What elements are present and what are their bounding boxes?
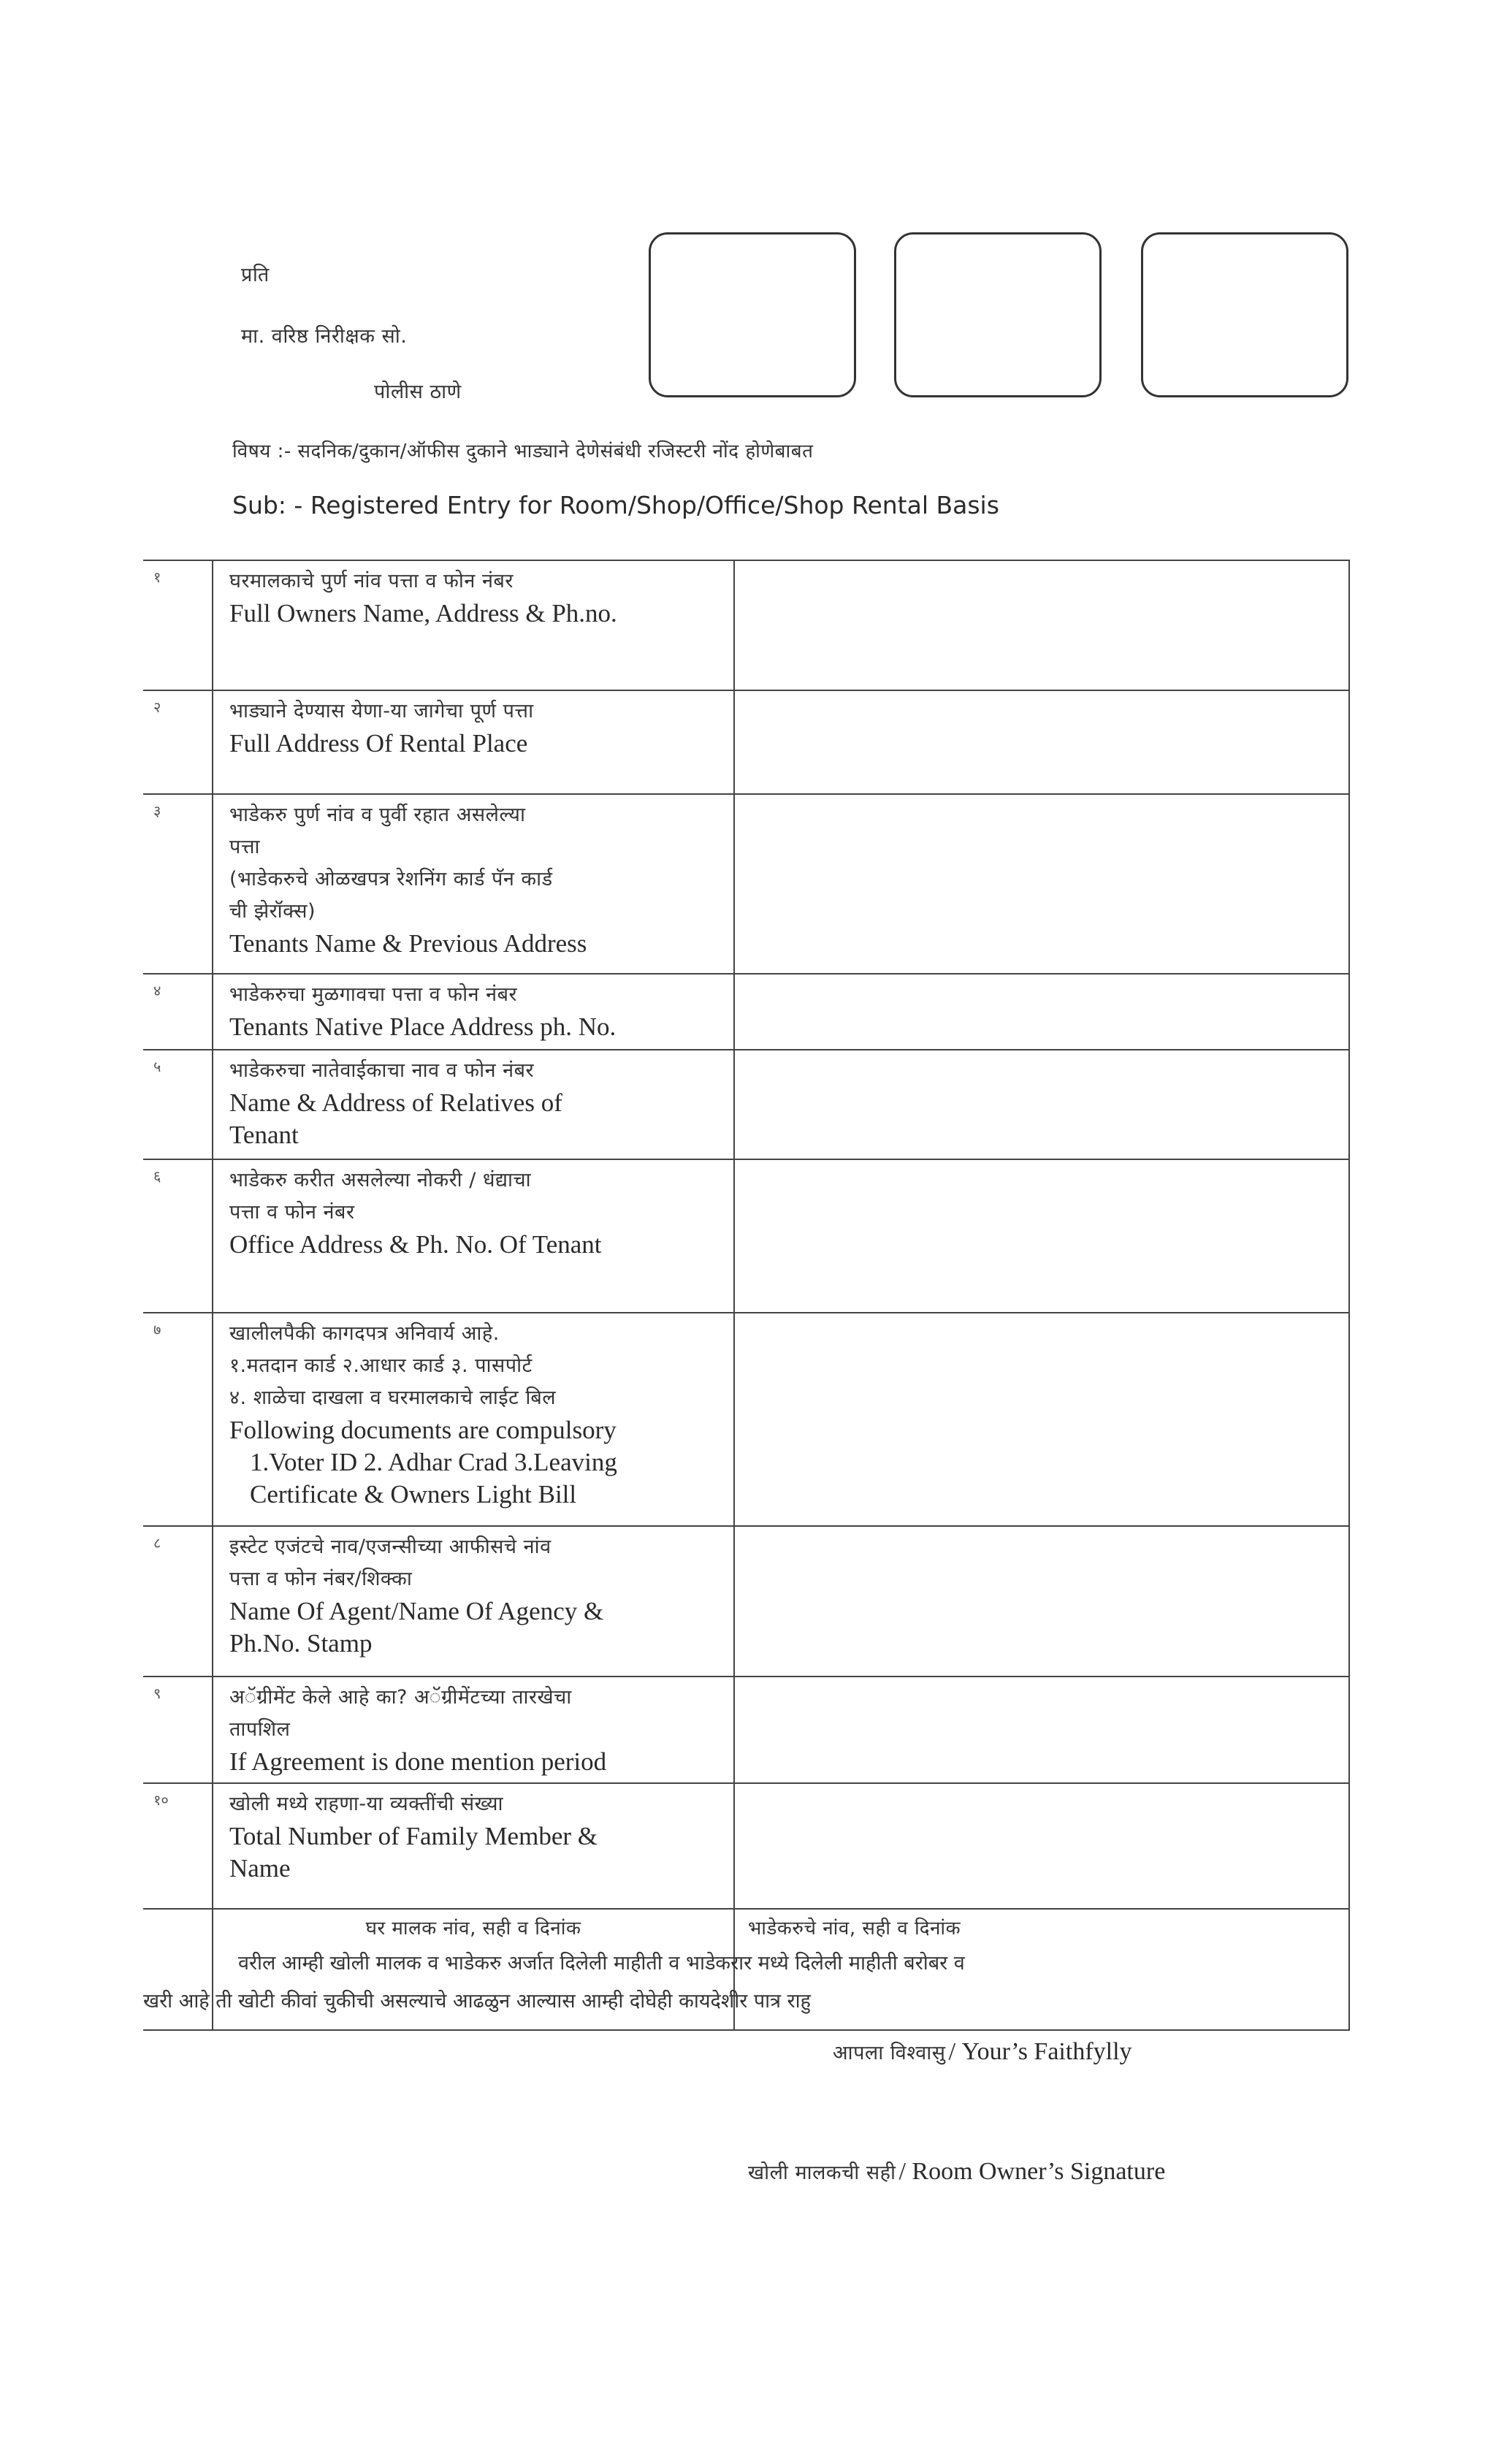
row-label-line: भाडेकरु करीत असलेल्या नोकरी / धंद्याचा xyxy=(229,1169,532,1191)
row-label-line: भाडेकरुचा मुळगावचा पत्ता व फोन नंबर xyxy=(229,983,518,1006)
row-label xyxy=(213,560,734,690)
row-label xyxy=(213,1313,734,1526)
row-label-line: अॅग्रीमेंट केले आहे का? अॅग्रीमेंटच्या तारखेचा xyxy=(229,1686,572,1709)
row-label-line: Total Number of Family Member & xyxy=(229,1822,598,1850)
row-number: २ xyxy=(143,690,213,794)
row-value-field[interactable] xyxy=(734,1526,1349,1677)
row-label-line: Ph.No. Stamp xyxy=(229,1629,373,1658)
row-label-line: इस्टेट एजंटचे नाव/एजन्सीच्या आफीसचे नांव xyxy=(229,1536,552,1558)
form-row-1 xyxy=(143,560,1349,690)
to-label: प्रति xyxy=(241,264,270,286)
row-label-line: 1.Voter ID 2. Adhar Crad 3.Leaving xyxy=(250,1448,617,1476)
row-label-line: Name xyxy=(229,1854,291,1883)
row-label xyxy=(213,1677,734,1783)
declaration-line-1: वरील आम्ही खोली मालक व भाडेकरु अर्जात दिलेली माहीती व भाडेकरार मध्ये दिलेली माहीती बरोबर व xyxy=(238,1952,965,1975)
form-row-9 xyxy=(143,1677,1349,1783)
row-value-field[interactable] xyxy=(734,1159,1349,1313)
room-owner-signature: खोली मालकची सही / Room Owner’s Signature xyxy=(748,2158,1166,2185)
photo-box-1 xyxy=(649,232,856,397)
row-label-line: खोली मध्ये राहणा-या व्यक्तींची संख्या xyxy=(229,1793,504,1815)
row-label xyxy=(213,1783,734,1909)
row-number: १ xyxy=(143,560,213,690)
row-label-line: भाडेकरुचा नातेवाईकाचा नाव व फोन नंबर xyxy=(229,1059,535,1082)
row-label-line: Name & Address of Relatives of xyxy=(229,1088,562,1117)
form-row-6 xyxy=(143,1159,1349,1313)
row-label-line: Name Of Agent/Name Of Agency & xyxy=(229,1597,604,1625)
form-row-4 xyxy=(143,974,1349,1050)
row-label-line: If Agreement is done mention period xyxy=(229,1747,607,1776)
row-value-field[interactable] xyxy=(734,1313,1349,1526)
row-label-line: Tenants Native Place Address ph. No. xyxy=(229,1012,617,1041)
row-label-line: तापशिल xyxy=(229,1718,291,1741)
row-value-field[interactable] xyxy=(734,560,1349,690)
row-label xyxy=(213,690,734,794)
photo-box-3 xyxy=(1141,232,1348,397)
row-label-line: ची झेरॉक्स) xyxy=(229,900,316,923)
row-label-line: Tenant xyxy=(229,1121,299,1149)
photo-box-2 xyxy=(894,232,1102,397)
row-number: १० xyxy=(143,1783,213,1909)
row-label-line: (भाडेकरुचे ओळखपत्र रेशनिंग कार्ड पॅन कार्ड xyxy=(229,868,553,890)
row-number: ६ xyxy=(143,1159,213,1313)
row-label xyxy=(213,794,734,974)
row-number: ७ xyxy=(143,1313,213,1526)
row-number: ५ xyxy=(143,1050,213,1159)
row-label-line: पत्ता व फोन नंबर/शिक्का xyxy=(229,1568,413,1590)
row-number: ८ xyxy=(143,1526,213,1677)
subject-marathi: विषय :- सदनिक/दुकान/ऑफीस दुकाने भाड्याने देणेसंबंधी रजिस्टरी नोंद होणेबाबत xyxy=(232,440,814,462)
row-label xyxy=(213,1159,734,1313)
row-number: ४ xyxy=(143,974,213,1050)
row-label-line: पत्ता व फोन नंबर xyxy=(229,1201,355,1224)
row-label-line: Following documents are compulsory xyxy=(229,1416,617,1444)
row-label-line: खालीलपैकी कागदपत्र अनिवार्य आहे. xyxy=(229,1322,500,1345)
form-row-8 xyxy=(143,1526,1349,1677)
row-number: ३ xyxy=(143,794,213,974)
rental-entry-table xyxy=(143,560,1350,2031)
form-row-2 xyxy=(143,690,1349,794)
row-label-line: भाड्याने देण्यास येणा-या जागेचा पूर्ण पत्ता xyxy=(229,700,534,722)
subject-english: Sub: - Registered Entry for Room/Shop/Office/Shop Rental Basis xyxy=(232,491,999,519)
row-value-field[interactable] xyxy=(734,794,1349,974)
row-label-line: १.मतदान कार्ड २.आधार कार्ड ३. पासपोर्ट xyxy=(229,1354,533,1377)
row-label-line: ४. शाळेचा दाखला व घरमालकाचे लाईट बिल xyxy=(229,1387,557,1409)
row-value-field[interactable] xyxy=(734,974,1349,1050)
row-label-line: भाडेकरु पुर्ण नांव व पुर्वी रहात असलेल्या xyxy=(229,804,526,826)
addressee: मा. वरिष्ठ निरीक्षक सो. xyxy=(241,325,408,348)
row-value-field[interactable] xyxy=(734,1783,1349,1909)
row-label-line: पत्ता xyxy=(229,836,260,858)
row-label xyxy=(213,1050,734,1159)
row-value-field[interactable] xyxy=(734,690,1349,794)
row-value-field[interactable] xyxy=(734,1677,1349,1783)
row-label-line: Full Address Of Rental Place xyxy=(229,729,528,758)
row-label-line: घरमालकाचे पुर्ण नांव पत्ता व फोन नंबर xyxy=(229,570,514,592)
yours-faithfully: आपला विश्वासु / Your’s Faithfylly xyxy=(833,2038,1132,2065)
police-station: पोलीस ठाणे xyxy=(374,381,462,403)
tenant-signature-label: भाडेकरुचे नांव, सही व दिनांक xyxy=(748,1918,961,1939)
row-label-line: Tenants Name & Previous Address xyxy=(229,929,587,958)
row-label xyxy=(213,1526,734,1677)
row-number: ९ xyxy=(143,1677,213,1783)
declaration-line-2: खरी आहे ती खोटी कीवां चुकीची असल्याचे आढळुन आल्यास आम्ही दोघेही कायदेशीर पात्र राहु xyxy=(143,1990,812,2013)
declaration-text xyxy=(143,1945,1356,2021)
owner-signature-label: घर मालक नांव, सही व दिनांक xyxy=(365,1918,581,1939)
form-row-5 xyxy=(143,1050,1349,1159)
row-value-field[interactable] xyxy=(734,1050,1349,1159)
form-row-10 xyxy=(143,1783,1349,1909)
row-label xyxy=(213,974,734,1050)
form-row-7 xyxy=(143,1313,1349,1526)
row-label-line: Certificate & Owners Light Bill xyxy=(250,1480,577,1508)
row-label-line: Office Address & Ph. No. Of Tenant xyxy=(229,1230,602,1259)
form-row-3 xyxy=(143,794,1349,974)
row-label-line: Full Owners Name, Address & Ph.no. xyxy=(229,599,617,628)
